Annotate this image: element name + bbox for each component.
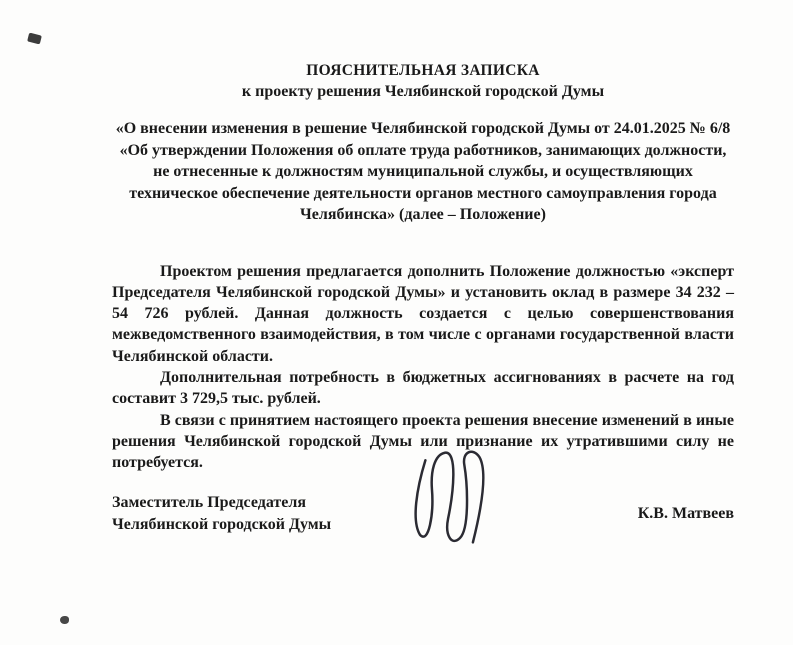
document-body [112, 261, 734, 474]
document-heading: «О внесении изменения в решение Челябинской городской Думы от 24.01.2025 № 6/8 «Об утверждении Положения об оплате труда работников, занимающих должности, не отнесенные к должностям муниципальной службы, и осуществляющих техническое обеспечение деятельности органов местного самоуправления города Челябинска» (далее – Положение) [115, 120, 731, 223]
signer-position-line: Заместитель Председателя [112, 494, 307, 511]
document-title: ПОЯСНИТЕЛЬНАЯ ЗАПИСКА [306, 62, 540, 79]
paragraph: В связи с принятием настоящего проекта решения внесение изменений в иные решения Челябинской городской Думы или признание их утратившими силу не потребуется. [112, 411, 734, 472]
scan-artifact-top [27, 33, 42, 45]
paragraph: Дополнительная потребность в бюджетных ассигнованиях в расчете на год составит 3 729,5 тыс. рублей. [112, 368, 734, 408]
signer-position [112, 492, 331, 536]
document-subtitle: к проекту решения Челябинской городской Думы [241, 83, 605, 100]
document-content [112, 62, 734, 473]
signer-position-line: Челябинской городской Думы [112, 516, 332, 533]
signature-block [112, 492, 734, 536]
paragraph: Проектом решения предлагается дополнить Положение должностью «эксперт Председателя Челябинской городской Думы» и установить оклад в размере 34 232 – 54 726 рублей. Данная должность создается с целью совершенствования межведомственного взаимодействия, в том числе с органами государственной власти Челябинской области. [112, 262, 734, 365]
signer-name: К.В. Матвеев [637, 505, 734, 522]
scan-artifact-bottom [60, 616, 69, 624]
